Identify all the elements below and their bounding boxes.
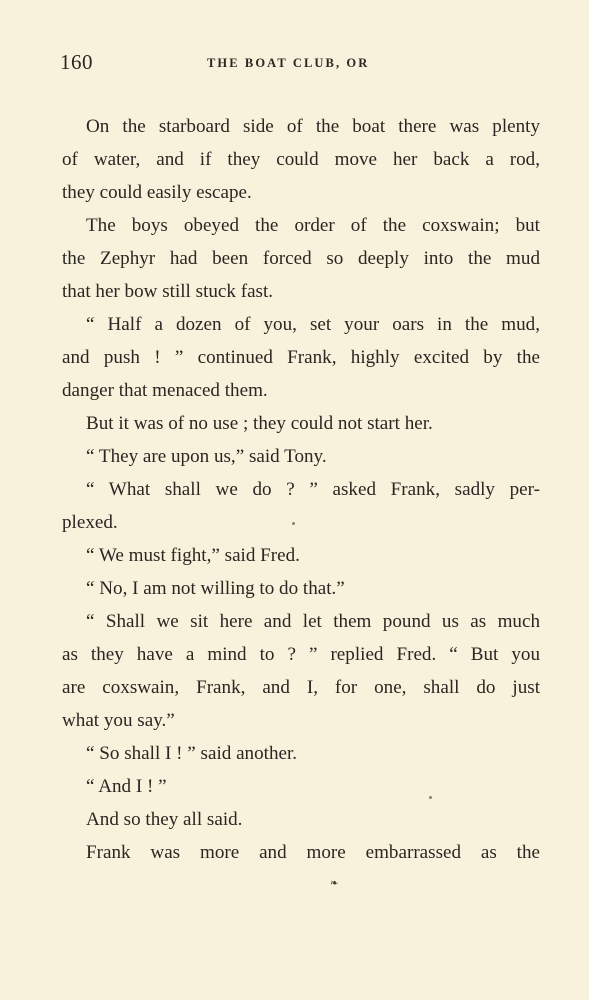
paper-speck	[292, 522, 295, 525]
page-header	[60, 50, 540, 78]
text-line: are coxswain, Frank, and I, for one, shall do just	[62, 677, 540, 698]
text-line: “ So shall I ! ” said another.	[86, 743, 298, 764]
page-number: 160	[60, 50, 93, 74]
text-line: And so they all said.	[86, 809, 243, 830]
text-line: The boys obeyed the order of the coxswain; but	[86, 215, 540, 236]
text-line: “ They are upon us,” said Tony.	[86, 446, 327, 467]
text-line: “ We must fight,” said Fred.	[86, 545, 300, 566]
ornament-icon: ❧	[330, 878, 339, 889]
text-line: and push ! ” continued Frank, highly excited by the	[62, 347, 540, 368]
text-line: plexed.	[62, 512, 118, 533]
text-line: But it was of no use ; they could not start her.	[86, 413, 433, 434]
text-line: they could easily escape.	[62, 182, 252, 203]
text-line: of water, and if they could move her back a rod,	[62, 149, 540, 170]
text-line: “ What shall we do ? ” asked Frank, sadly per-	[86, 479, 540, 500]
text-line: what you say.”	[62, 710, 175, 731]
text-line: “ Shall we sit here and let them pound us as much	[86, 611, 540, 632]
text-line: danger that menaced them.	[62, 380, 268, 401]
text-line: that her bow still stuck fast.	[62, 281, 274, 302]
paper-speck	[429, 796, 432, 799]
text-line: “ And I ! ”	[86, 776, 167, 797]
text-line: “ Half a dozen of you, set your oars in the mud,	[86, 314, 540, 335]
body-text	[62, 110, 540, 869]
text-line: Frank was more and more embarrassed as the	[86, 842, 540, 863]
text-line: “ No, I am not willing to do that.”	[86, 578, 345, 599]
text-line: the Zephyr had been forced so deeply into the mud	[62, 248, 540, 269]
text-line: On the starboard side of the boat there was plenty	[86, 116, 540, 137]
text-line: as they have a mind to ? ” replied Fred. “ But you	[62, 644, 540, 665]
running-title: THE BOAT CLUB, OR	[207, 56, 370, 70]
